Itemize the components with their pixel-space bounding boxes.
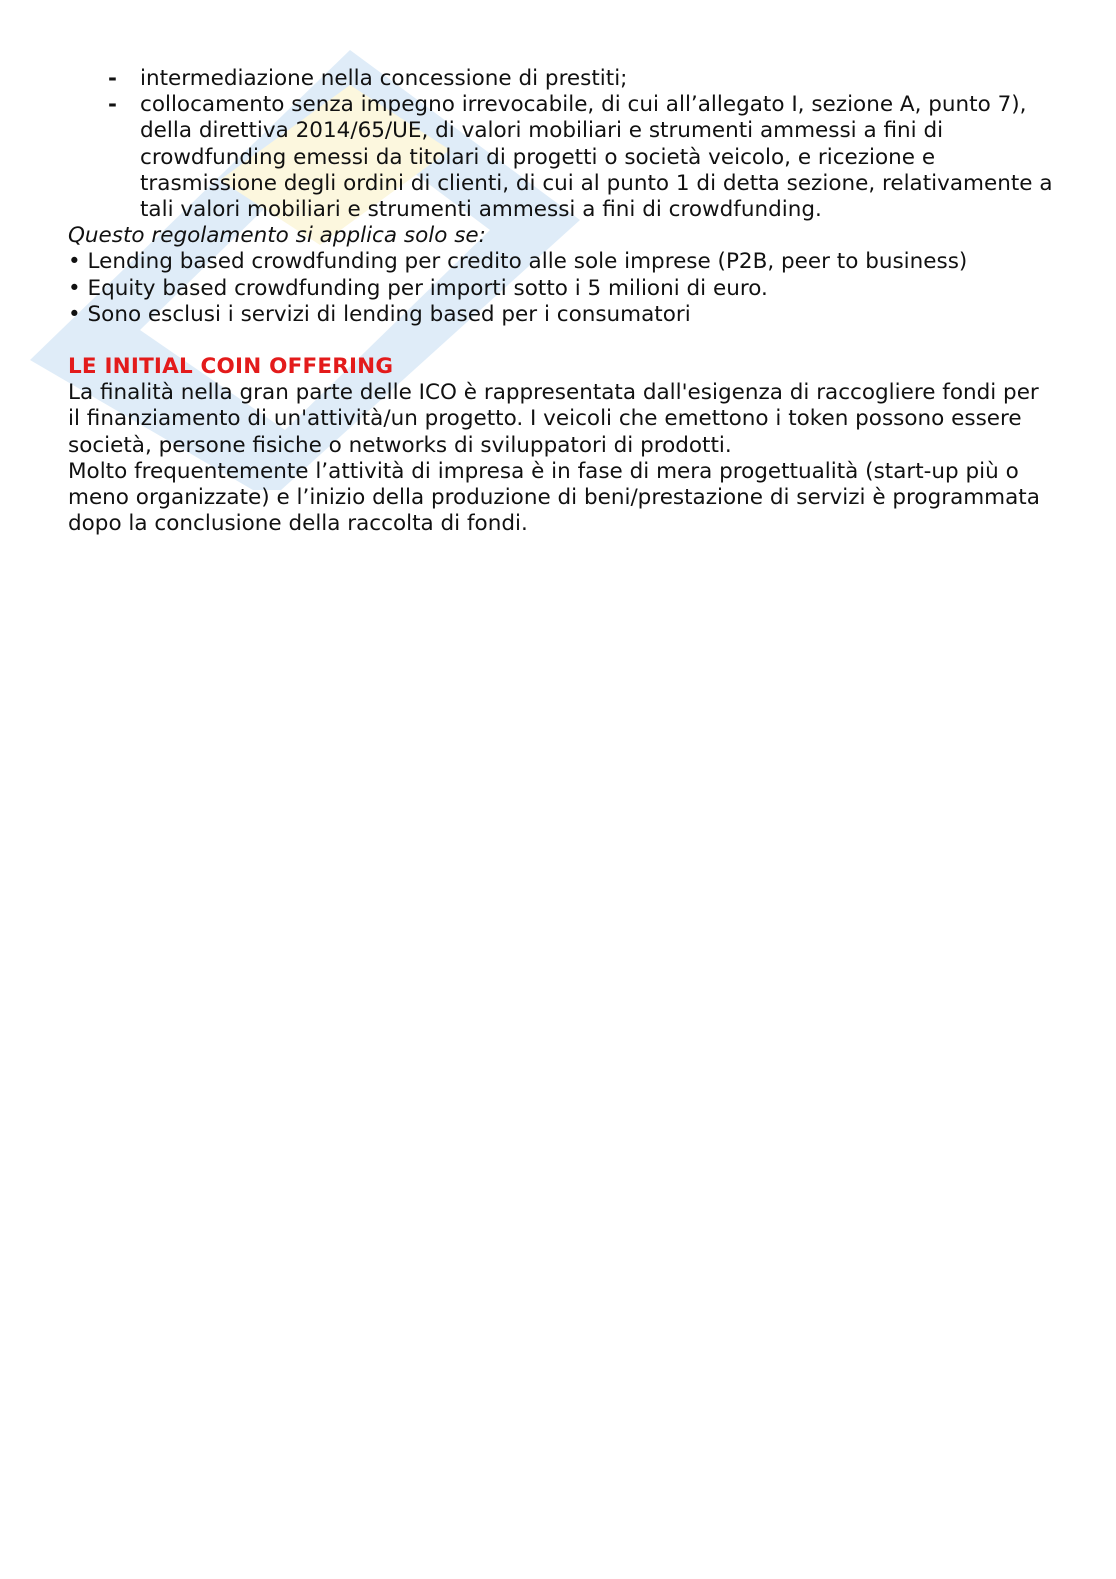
dash-list-item bbox=[68, 92, 1053, 223]
bullet-item: • Sono esclusi i servizi di lending based per i consumatori bbox=[68, 301, 691, 327]
bullet-item: • Equity based crowdfunding per importi sotto i 5 milioni di euro. bbox=[68, 275, 768, 301]
bullet-list bbox=[68, 249, 1053, 328]
section-spacer bbox=[68, 328, 1053, 354]
document-page bbox=[68, 66, 1053, 537]
regulation-intro: Questo regolamento si applica solo se: bbox=[68, 223, 486, 249]
dash-marker: - bbox=[108, 92, 117, 118]
dash-item-text: collocamento senza impegno irrevocabile, di cui all’allegato I, sezione A, punto 7), della direttiva 2014/65/UE, di valori mobiliari e strumenti ammessi a fini di crowdfunding emessi da titolari di progetti o società veicolo, e ricezione e trasmissione degli ordini di clienti, di cui al punto 1 di detta sezione, relativamente a tali valori mobiliari e strumenti ammessi a fini di crowdfunding. bbox=[140, 92, 1053, 223]
section-heading: LE INITIAL COIN OFFERING bbox=[68, 354, 394, 380]
dash-list bbox=[68, 66, 1053, 223]
dash-marker: - bbox=[108, 66, 117, 91]
bullet-item: • Lending based crowdfunding per credito alle sole imprese (P2B, peer to business) bbox=[68, 249, 968, 275]
paragraph: La finalità nella gran parte delle ICO è rappresentata dall'esigenza di raccogliere fondi per il finanziamento di un'attività/un progetto. I veicoli che emettono i token possono essere società, persone fisiche o networks di sviluppatori di prodotti. bbox=[68, 380, 1039, 458]
dash-item-text: intermediazione nella concessione di prestiti; bbox=[140, 66, 628, 91]
dash-list-item bbox=[68, 66, 1053, 92]
paragraph: Molto frequentemente l’attività di impresa è in fase di mera progettualità (start-up più o meno organizzate) e l’inizio della produzione di beni/prestazione di servizi è programmata dopo la conclusione della raccolta di fondi. bbox=[68, 458, 1040, 537]
